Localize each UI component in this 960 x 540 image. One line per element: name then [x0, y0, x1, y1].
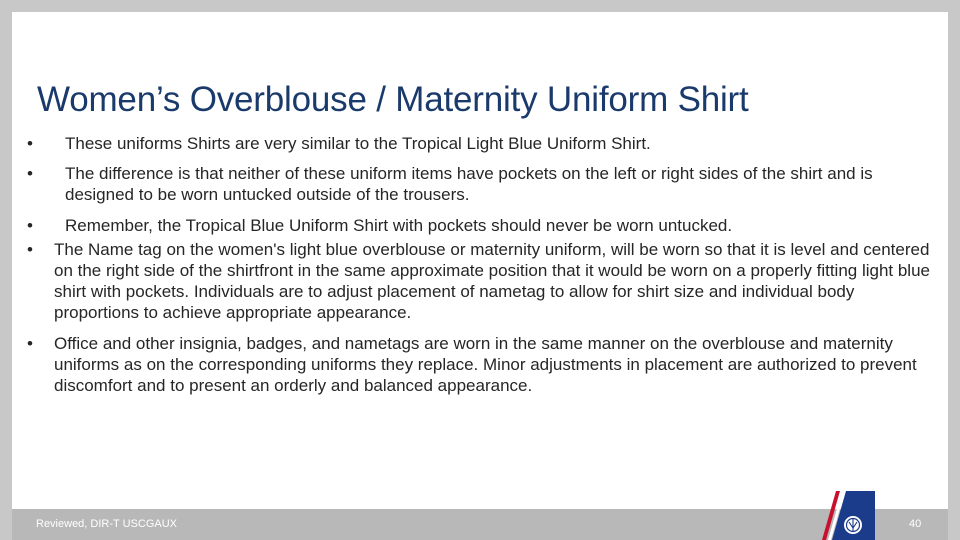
bullet-text: Remember, the Tropical Blue Uniform Shirt with pockets should never be worn untucked. — [65, 216, 733, 235]
bullet-item — [27, 333, 932, 396]
bullet-dot: • — [27, 216, 33, 235]
bullet-text: The Name tag on the women's light blue overblouse or maternity uniform, will be worn so that it is level and centered on the right side of the shirtfront in the same approximate position that it would be worn on a properly fitting light blue shirt with pockets. Individuals are to adjust placement of nametag to allow for shirt size and individual body proportions to achieve appropriate appearance. — [54, 240, 930, 322]
bullet-item — [27, 133, 932, 154]
bullet-item — [27, 163, 932, 205]
coast-guard-racing-stripe-icon — [820, 491, 875, 540]
bullet-item — [27, 215, 932, 236]
bullet-text: Office and other insignia, badges, and nametags are worn in the same manner on the overblouse and maternity uniforms as on the corresponding uniforms they replace. Minor adjustments in placement are authorized to prevent discomfort and to present an orderly and balanced appearance. — [54, 334, 917, 395]
bullet-list — [27, 133, 932, 396]
slide-title: Women’s Overblouse / Maternity Uniform Shirt — [37, 80, 749, 119]
slide — [12, 12, 948, 540]
footer-bar — [12, 509, 948, 540]
bullet-dot: • — [27, 240, 33, 259]
bullet-item — [27, 239, 932, 323]
bullet-dot: • — [27, 134, 33, 153]
page-number: 40 — [909, 518, 922, 530]
bullet-dot: • — [27, 164, 33, 183]
bullet-dot: • — [27, 334, 33, 353]
footer-text: Reviewed, DIR-T USCGAUX — [36, 518, 177, 530]
bullet-text: The difference is that neither of these uniform items have pockets on the left or right sides of the shirt and is designed to be worn untucked outside of the trousers. — [65, 164, 873, 204]
bullet-text: These uniforms Shirts are very similar to the Tropical Light Blue Uniform Shirt. — [65, 134, 651, 153]
